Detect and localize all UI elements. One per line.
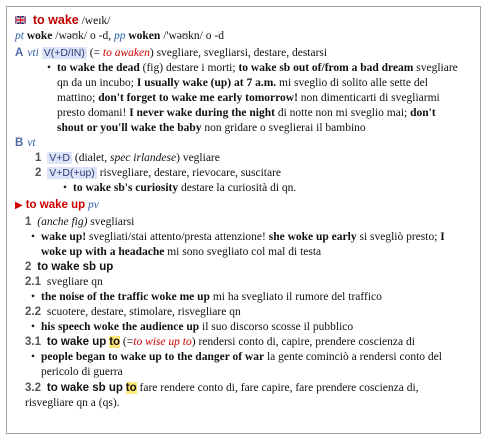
cross-close: ) (149, 47, 154, 59)
phrasal-sense-1-examples (27, 230, 471, 260)
example: I usually wake (up) at 7 a.m. (136, 77, 277, 89)
sense-number: 2 (35, 167, 42, 179)
pp-label: pp (113, 30, 126, 42)
note-close: ) (176, 152, 180, 164)
cross-reference[interactable]: to wise up to (133, 336, 192, 348)
phrasal-sense-2-2 (25, 305, 472, 320)
headword: to wake (32, 13, 79, 27)
pp-alt: o -d (205, 30, 224, 42)
example: wake up! (41, 231, 87, 243)
phrasal-sense-2-1 (25, 275, 472, 290)
section-b-letter: B (15, 137, 24, 149)
example-translation: svegliati/stai attento/presta attenzione! (88, 231, 266, 243)
verb-forms: pt woke /wəʊk/ o -d, pp woken /'wəʊkn/ o -d (15, 30, 224, 42)
section-b-head (15, 136, 472, 151)
note: (dialet, (74, 152, 108, 164)
headword-line (15, 13, 472, 29)
note: (anche fig) (37, 216, 88, 228)
example: don't shout or you'll wake the baby (57, 107, 436, 134)
section-a-pos: vti (27, 47, 39, 59)
example: to wake the dead (57, 62, 140, 74)
translation: fare rendere conto di, fare capire, fare prendere coscienza di, risvegliare qn a (qs). (25, 382, 419, 409)
section-a-letter: A (15, 47, 24, 59)
section-b-pos: vt (27, 137, 36, 149)
cross-open: (= (122, 336, 134, 348)
sense-number: 2 (25, 261, 32, 273)
phrasal-sense-2-1-example (27, 290, 472, 305)
pp-pron: /'wəʊkn/ (163, 30, 203, 42)
sense-number: 1 (25, 216, 32, 228)
phrasal-head (15, 198, 472, 213)
sense-number: 3.2 (25, 382, 41, 394)
phrasal-sense-3-1 (25, 335, 472, 350)
cross-open: (= (89, 47, 101, 59)
phrasal-sense-3-2 (25, 381, 465, 411)
phrasal-sense-2-2-example (27, 320, 472, 335)
example-translation: destare la curiosità di qn. (180, 182, 297, 194)
sense-title: to wake sb up (37, 261, 114, 273)
note-italic: spec irlandese (110, 152, 177, 164)
example-translation: destare i morti; (165, 62, 236, 74)
example: to wake sb out of/from a bad dream (238, 62, 414, 74)
example-translation: si svegliò presto; (359, 231, 438, 243)
grammar-tag: V+D (49, 152, 70, 164)
sense-number: 2.2 (25, 306, 41, 318)
translation: rendersi conto di, capire, prendere coscienza di (198, 336, 415, 348)
sense-number: 2.1 (25, 276, 41, 288)
section-b-sense-1 (35, 151, 472, 166)
pp-form: woken (128, 30, 161, 42)
example-translation: di notte non mi sveglio mai; (277, 107, 408, 119)
example: I never wake during the night (129, 107, 275, 119)
section-a-tag: V(+D/IN) (43, 47, 85, 59)
pt-alt: o -d (90, 30, 109, 42)
section-a-cross[interactable]: to awaken (102, 47, 150, 59)
example-translation: non gridare o sveglierai il bambino (204, 122, 366, 134)
example: his speech woke the audience up (41, 321, 200, 333)
section-a-examples (43, 61, 462, 136)
pronunciation: /weɪk/ (81, 15, 111, 27)
sense-title: to wake up (46, 336, 107, 348)
example-translation: non dimenticarti di svegliarmi presto domani! (57, 92, 440, 119)
pt-label: pt (15, 30, 24, 42)
example-translation: mi ha svegliato il rumore del traffico (212, 291, 382, 303)
phrasal-title: to wake up (25, 199, 86, 211)
translation: risvegliare, destare, rievocare, suscitare (99, 167, 282, 179)
translation: scuotere, destare, stimolare, risvegliare qn (46, 306, 241, 318)
section-a-head (15, 46, 472, 61)
section-b-sense-2 (35, 166, 472, 181)
example: I woke up with a headache (41, 231, 445, 258)
section-a-translation: svegliare, svegliarsi, destare, destarsi (156, 47, 328, 59)
translation: svegliare qn (46, 276, 103, 288)
pt-pron: /wəʊk/ (55, 30, 88, 42)
sense-title: to wake sb up (46, 382, 123, 394)
example: people began to wake up to the danger of war (41, 351, 265, 363)
example-translation: mi sono svegliato col mal di testa (167, 246, 322, 258)
phrasal-sense-1 (25, 215, 472, 230)
triangle-icon: ▶ (15, 200, 23, 211)
highlight-to: to (109, 336, 121, 348)
example-translation: il suo discorso scosse il pubblico (202, 321, 354, 333)
dictionary-entry (6, 6, 481, 434)
example: she woke up early (268, 231, 357, 243)
grammar-tag: V+D(+up) (49, 167, 95, 179)
phrasal-pos: pv (88, 199, 99, 211)
example-note: (fig) (142, 62, 164, 74)
example: don't forget to wake me early tomorrow! (98, 92, 298, 104)
translation: vegliare (182, 152, 220, 164)
translation: svegliarsi (90, 216, 135, 228)
sense-number: 3.1 (25, 336, 41, 348)
sense-number: 1 (35, 152, 42, 164)
example: the noise of the traffic woke me up (41, 291, 210, 303)
pt-form: woke (26, 30, 53, 42)
phrasal-sense-2 (25, 260, 472, 275)
highlight-to: to (125, 382, 137, 394)
example-translation: mi sveglio di solito alle sette del mattino; (57, 77, 428, 104)
section-b-example (59, 181, 472, 196)
cross-close: ) (191, 336, 196, 348)
uk-flag-icon (15, 16, 26, 24)
example-translation: svegliare qn da un incubo; (57, 62, 458, 89)
phrasal-sense-3-1-example (27, 350, 461, 380)
example-translation: la gente cominciò a rendersi conto del pericolo di guerra (41, 351, 442, 378)
example: to wake sb's curiosity (73, 182, 179, 194)
